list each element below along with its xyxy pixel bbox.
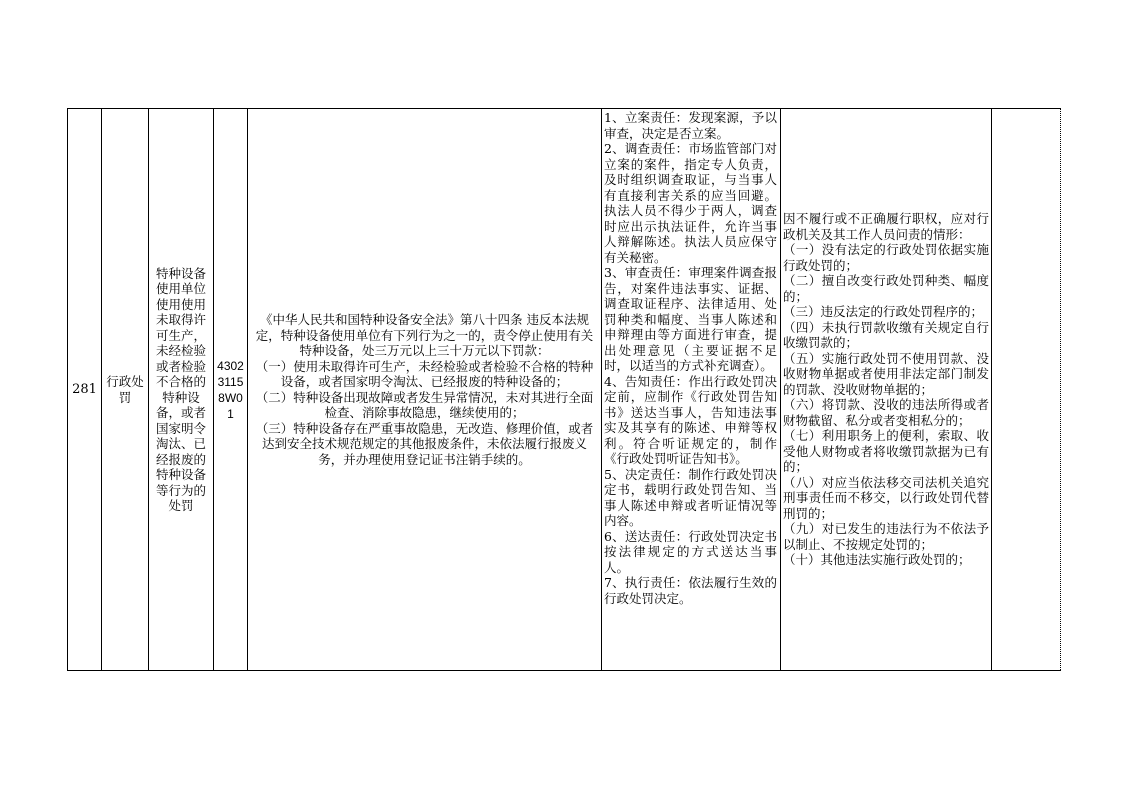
power-code-line: 4302 <box>217 358 244 373</box>
responsibility-item: 7、执行责任：依法履行生效的行政处罚决定。 <box>604 575 777 606</box>
accountability-item: （十）其他违法实施行政处罚的； <box>783 552 971 568</box>
accountability-item: （六）将罚款、没收的违法所得或者财物截留、私分或者变相私分的； <box>783 397 989 428</box>
accountability-item: （九）对已发生的违法行为不依法予以制止、不按规定处罚的； <box>783 521 989 552</box>
power-code-line: 1 <box>227 406 234 421</box>
remarks-cell <box>992 109 1061 671</box>
accountability-list <box>783 211 989 568</box>
legal-basis-clause: 《中华人民共和国特种设备安全法》第八十四条 违反本法规定，特种设备使用单位有下列行为之一的，责令停止使用有关特种设备，处三万元以上三十万元以下罚款： <box>255 312 594 358</box>
legal-basis-text <box>252 312 597 467</box>
power-type-cell: 行政处罚 <box>102 109 149 671</box>
accountability-cell <box>781 109 992 671</box>
legal-basis-clause: （一）使用未取得许可生产，未经检验或者检验不合格的特种设备，或者国家明令淘汰、已经报废的特种设备的； <box>255 358 594 389</box>
responsibility-item: 6、送达责任：行政处罚决定书按法律规定的方式送达当事人。 <box>604 528 777 575</box>
row-number-cell: 281 <box>68 109 102 671</box>
power-list-table-wrapper <box>67 108 1061 671</box>
responsibility-list <box>604 110 777 606</box>
accountability-item: （七）利用职务上的便利，索取、收受他人财物或者将收缴罚款据为已有的； <box>783 428 989 475</box>
responsibility-item: 4、告知责任：作出行政处罚决定前，应制作《行政处罚告知书》送达当事人，告知违法事实及其享有的陈述、申辩等权利。符合听证规定的，制作《行政处罚听证告知书》。 <box>604 373 777 466</box>
responsibility-item: 2、调查责任：市场监管部门对立案的案件，指定专人负责，及时组织调查取证，与当事人有直接利害关系的应当回避。执法人员不得少于两人，调查时应出示执法证件，允许当事人辩解陈述。执法人员应保守有关秘密。 <box>604 141 777 265</box>
responsibility-cell <box>602 109 781 671</box>
accountability-item: （二）擅自改变行政处罚种类、幅度的； <box>783 273 989 304</box>
accountability-item: （四）未执行罚款收缴有关规定自行收缴罚款的； <box>783 319 989 351</box>
power-name-cell: 特种设备使用单位使用使用未取得许可生产，未经检验或者检验不合格的特种设备，或者国家明令淘汰、已经报废的特种设备等行为的处罚 <box>149 109 214 671</box>
responsibility-item: 3、审查责任：审理案件调查报告，对案件违法事实、证据、调查取证程序、法律适用、处罚种类和幅度、当事人陈述和申辩理由等方面进行审查，提出处理意见（主要证据不足时，以适当的方式补充调查）。 <box>604 265 777 373</box>
accountability-item: （三）违反法定的行政处罚程序的； <box>783 304 984 320</box>
responsibility-item: 5、决定责任：制作行政处罚决定书，载明行政处罚告知、当事人陈述申辩或者听证情况等内容。 <box>604 466 777 528</box>
power-code-line: 8W0 <box>218 390 243 405</box>
legal-basis-cell <box>248 109 602 671</box>
power-list-table <box>67 108 1061 671</box>
power-code-cell <box>214 109 248 671</box>
accountability-item: （一）没有法定的行政处罚依据实施行政处罚的； <box>783 242 989 273</box>
responsibility-item: 1、立案责任：发现案源，予以审查，决定是否立案。 <box>604 110 777 141</box>
legal-basis-clause: （二）特种设备出现故障或者发生异常情况，未对其进行全面检查、消除事故隐患，继续使用的； <box>255 389 594 420</box>
accountability-item: （五）实施行政处罚不使用罚款、没收财物单据或者使用非法定部门制发的罚款、没收财物单据的； <box>783 350 989 397</box>
table-row <box>68 109 1061 671</box>
accountability-item: （八）对应当依法移交司法机关追究刑事责任而不移交，以行政处罚代替刑罚的； <box>783 474 989 521</box>
accountability-item: 因不履行或不正确履行职权，应对行政机关及其工作人员问责的情形： <box>783 211 989 242</box>
legal-basis-clause: （三）特种设备存在严重事故隐患，无改造、修理价值，或者达到安全技术规范规定的其他报废条件，未依法履行报废义务，并办理使用登记证书注销手续的。 <box>255 420 594 467</box>
power-code-line: 3115 <box>217 374 244 389</box>
